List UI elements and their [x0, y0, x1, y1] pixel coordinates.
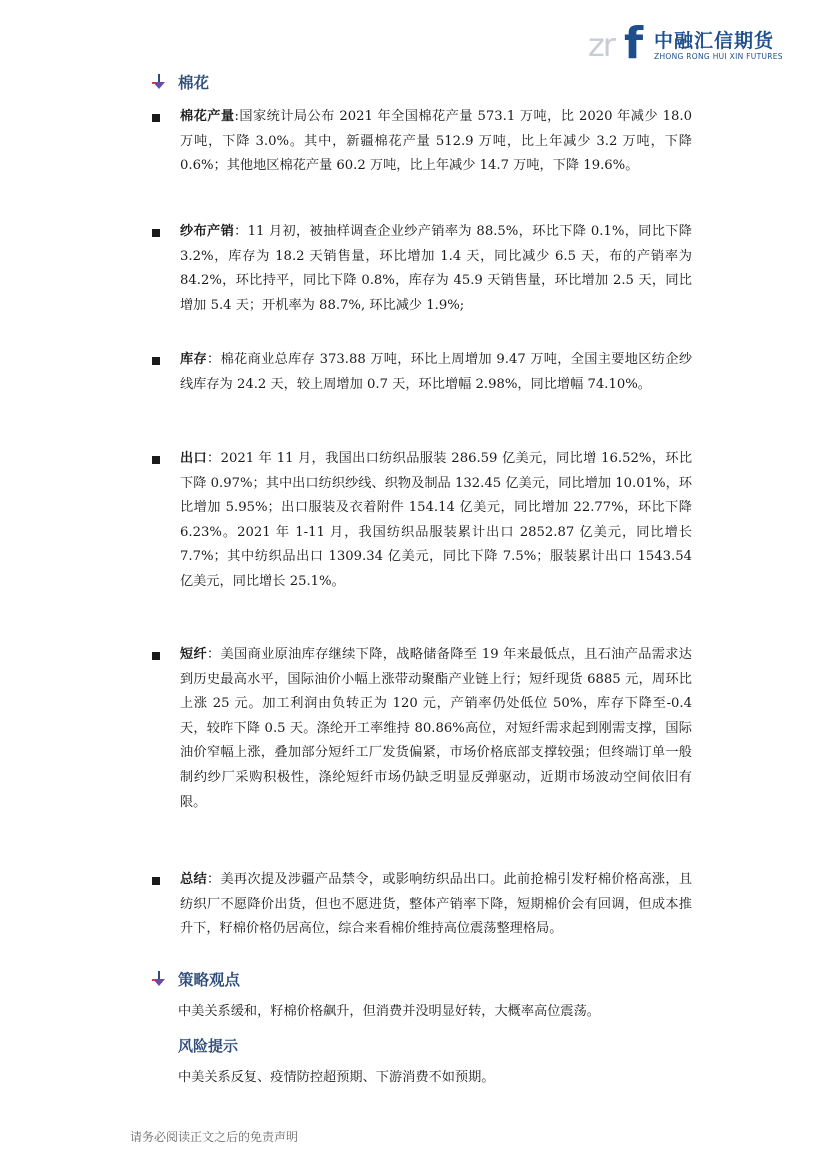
bullet-label: 短纤 — [180, 647, 208, 662]
bullet-sep: ： — [206, 872, 221, 887]
bullet-text: 2021 年 11 月，我国出口纺织品服装 286.59 亿美元，同比增 16.52%，环比下降 0.97%；其中出口纺织纱线、织物及制品 132.45 亿美元，同比增加 10.01%，环比增加 5.95%；出口服装及衣着附件 154.14 亿美元，同比增加 22.77%，环比下降 6.23%。2021 年 1-11 月，我国纺织品服装累计出口 2852.87 亿美元，同比增长 7.7%；其中纺织品出口 1309.34 亿美元，同比下降 7.5%；服装累计出口 1543.54 亿美元，同比增长 25.1%。 — [180, 451, 693, 589]
bullet-label: 纱布产销 — [180, 224, 235, 239]
risk-title: 风险提示 — [178, 1037, 239, 1055]
bullet-label: 库存 — [180, 352, 208, 367]
arrow-down-icon — [152, 971, 166, 987]
square-bullet-icon — [152, 877, 160, 885]
square-bullet-icon — [152, 652, 160, 660]
bullet-label: 总结 — [180, 872, 207, 887]
square-bullet-icon — [152, 456, 160, 464]
bullet-staple-fiber — [152, 643, 692, 815]
logo-f-mark: f — [624, 18, 644, 69]
bullet-export — [152, 447, 692, 595]
bullet-inventory — [152, 348, 692, 397]
bullet-label: 棉花产量 — [180, 109, 235, 124]
square-bullet-icon — [152, 114, 160, 122]
square-bullet-icon — [152, 357, 160, 365]
bullet-sep: ： — [234, 224, 248, 239]
bullet-sep: ： — [207, 352, 221, 367]
bullet-text: 国家统计局公布 2021 年全国棉花产量 573.1 万吨，比 2020 年减少 18.0 万吨，下降 3.0%。其中，新疆棉花产量 512.9 万吨，比上年减少 3.2 万吨，下降 0.6%；其他地区棉花产量 60.2 万吨，比上年减少 14.7 万吨，下降 19.6%。 — [180, 109, 692, 174]
bullet-yarn-cloth — [152, 220, 692, 318]
section-cotton-heading — [152, 71, 209, 93]
bullet-text: 美再次提及涉疆产品禁令，或影响纺织品出口。此前抢棉引发籽棉价格高涨，且纺织厂不愿降价出货，但也不愿进货，整体产销率下降，短期棉价会有回调，但成本推升下，籽棉价格仍居高位，综合来看棉价维持高位震荡整理格局。 — [180, 872, 693, 937]
bullet-text: 棉花商业总库存 373.88 万吨，环比上周增加 9.47 万吨，全国主要地区纺企纱线库存为 24.2 天，较上周增加 0.7 天，环比增幅 2.98%，同比增幅 74.10%。 — [180, 352, 693, 392]
section-strategy-heading — [152, 968, 240, 990]
bullet-label: 出口 — [180, 451, 208, 466]
section-title: 棉花 — [178, 74, 210, 92]
logo-zr-mark: zr — [588, 26, 614, 64]
bullet-sep: : — [234, 109, 239, 124]
risk-text: 中美关系反复、疫情防控超预期、下游消费不如预期。 — [178, 1070, 495, 1085]
logo-english-name: ZHONG RONG HUI XIN FUTURES — [654, 52, 783, 61]
logo-chinese-name: 中融汇信期货 — [654, 30, 775, 52]
square-bullet-icon — [152, 229, 160, 237]
bullet-text: 11 月初，被抽样调查企业纱产销率为 88.5%，环比下降 0.1%，同比下降 3.2%，库存为 18.2 天销售量，环比增加 1.4 天，同比减少 6.5 天，布的产销率为 84.2%，环比持平，同比下降 0.8%，库存为 45.9 天销售量，环比增加 2.5 天，同比增加 5.4 天；开机率为 88.7%, 环比减少 1.9%; — [180, 224, 692, 313]
bullet-summary — [152, 868, 692, 942]
disclaimer-footer: 请务必阅读正文之后的免责声明 — [130, 1130, 299, 1144]
arrow-down-icon — [152, 74, 166, 90]
bullet-sep: ： — [207, 647, 221, 662]
section-title: 策略观点 — [178, 971, 241, 989]
bullet-cotton-output — [152, 105, 692, 179]
company-logo — [588, 18, 788, 69]
bullet-text: 美国商业原油库存继续下降，战略储备降至 19 年来最低点，且石油产品需求达到历史最高水平，国际油价小幅上涨带动聚酯产业链上行；短纤现货 6885 元，周环比上涨 25 元。加工利润由负转正为 120 元，产销率仍处低位 50%，库存下降至-0.4 天，较昨下降 0.5 天。涤纶开工率维持 80.86%高位，对短纤需求起到刚需支撑，国际油价窄幅上涨，叠加部分短纤工厂发货偏紧，市场价格底部支撑较强；但终端订单一般制约纱厂采购积极性，涤纶短纤市场仍缺乏明显反弹驱动，近期市场波动空间依旧有限。 — [180, 647, 692, 810]
strategy-text: 中美关系缓和，籽棉价格飙升，但消费并没明显好转，大概率高位震荡。 — [178, 1004, 600, 1019]
bullet-sep: ： — [207, 451, 221, 466]
